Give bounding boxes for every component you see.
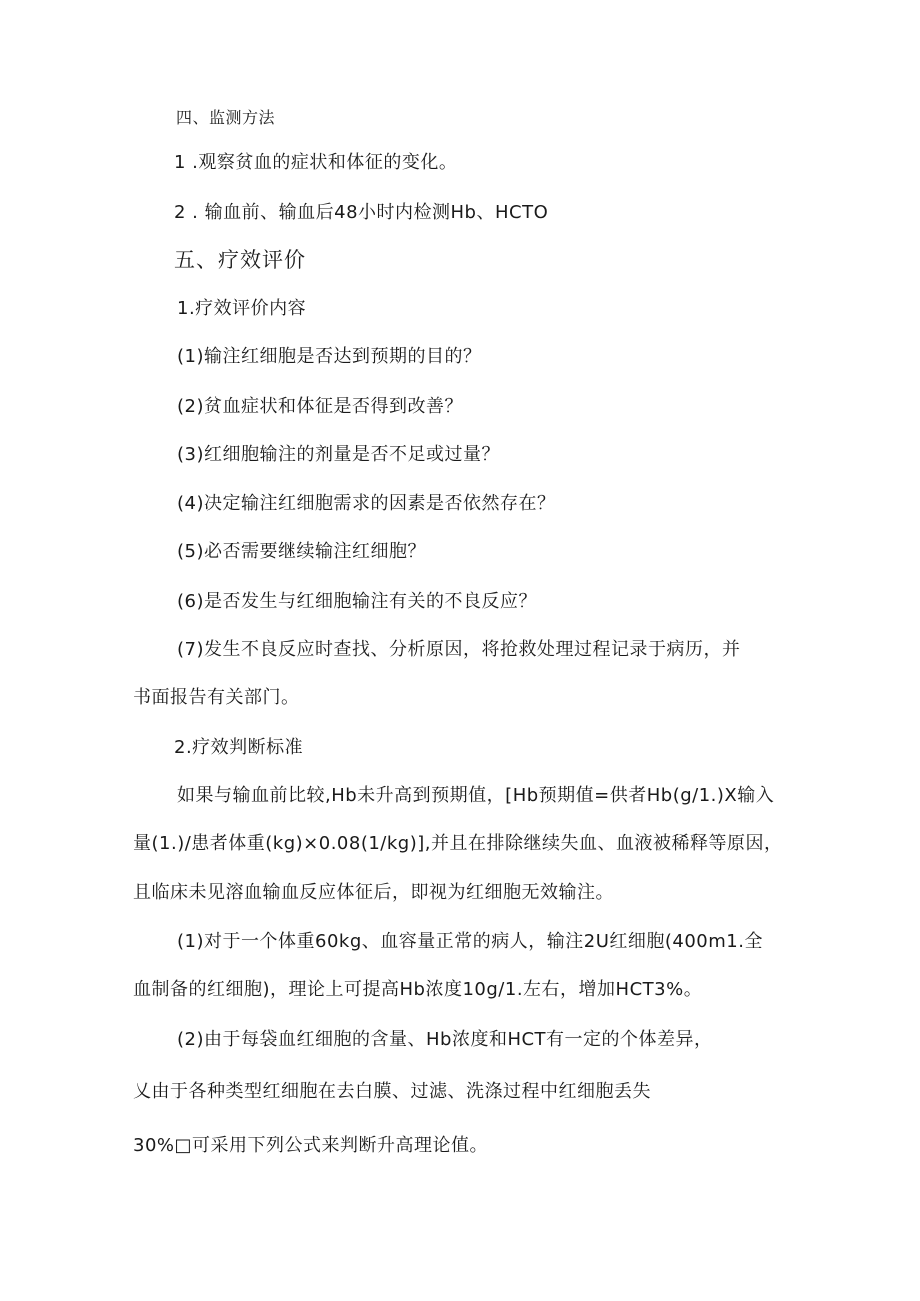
- section-4-item-2: 2 . 输血前、输血后48小时内检测Hb、HCTO: [174, 202, 549, 223]
- evaluation-question-5: (5)必否需要继续输注红细胞？: [177, 541, 426, 562]
- subsection-2-title: 2.疗效判断标准: [174, 737, 304, 758]
- criteria-paragraph-line-1: 如果与输血前比较,Hb未升高到预期值，[Hb预期值=供者Hb(g/1.)X输入: [177, 785, 775, 806]
- criteria-point-1-line-1: (1)对于一个体重60kg、血容量正常的病人，输注2U红细胞(400m1.全: [177, 931, 763, 952]
- evaluation-question-1: (1)输注红细胞是否达到预期的目的？: [177, 346, 482, 367]
- criteria-paragraph-line-3: 且临床未见溶血输血反应体征后，即视为红细胞无效输注。: [133, 882, 614, 903]
- evaluation-question-7-line-1: (7)发生不良反应时查找、分析原因，将抢救处理过程记录于病历，并: [177, 639, 741, 660]
- evaluation-question-6: (6)是否发生与红细胞输注有关的不良反应？: [177, 591, 537, 612]
- subsection-1-title: 1.疗效评价内容: [177, 298, 307, 319]
- criteria-point-1-line-2: 血制备的红细胞)，理论上可提高Hb浓度10g/1.左右，增加HCT3%。: [133, 979, 703, 1000]
- criteria-point-2-line-3: 30%□可采用下列公式来判断升高理论值。: [133, 1135, 489, 1156]
- section-4-title: 四、监测方法: [176, 108, 276, 127]
- criteria-point-2-line-2: 乂由于各种类型红细胞在去白膜、过滤、洗涤过程中红细胞丢失: [133, 1081, 651, 1102]
- evaluation-question-7-line-2: 书面报告有关部门。: [133, 687, 300, 708]
- evaluation-question-4: (4)决定输注红细胞需求的因素是否依然存在？: [177, 493, 556, 514]
- criteria-point-2-line-1: (2)由于每袋血红细胞的含量、Hb浓度和HCT有一定的个体差异，: [177, 1029, 713, 1050]
- section-5-title: 五、疗效评价: [174, 248, 306, 272]
- section-4-item-1: 1 .观察贫血的症状和体征的变化。: [174, 152, 458, 173]
- criteria-paragraph-line-2: 量(1.)/患者体重(kg)×0.08(1/kg)],并且在排除继续失血、血液被稀释等原因，: [133, 833, 783, 854]
- evaluation-question-2: (2)贫血症状和体征是否得到改善？: [177, 396, 463, 417]
- evaluation-question-3: (3)红细胞输注的剂量是否不足或过量？: [177, 444, 500, 465]
